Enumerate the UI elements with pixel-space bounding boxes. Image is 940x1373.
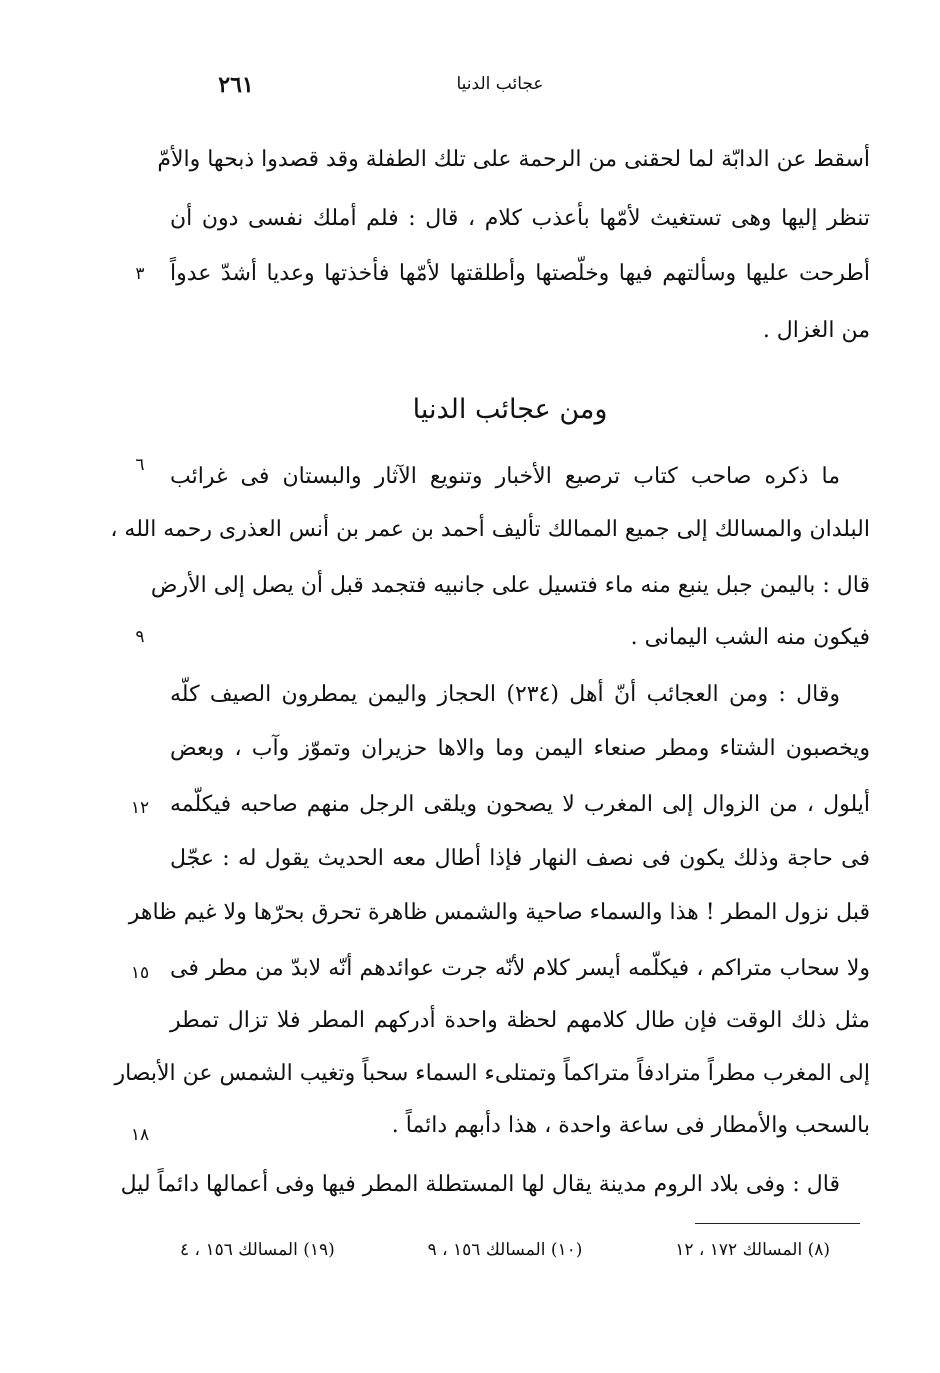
footnote: (٨) المسالك ١٧٢ ، ١٢ [675, 1240, 830, 1260]
footnote: (١٠) المسالك ١٥٦ ، ٩ [427, 1240, 583, 1260]
line-number: ١٥ [130, 963, 150, 983]
footnotes [180, 1240, 830, 1260]
text-line: ما ذكره صاحب كتاب ترصيع الأخبار وتنويع الآثار والبستان فى غرائب [170, 464, 840, 489]
text-line: البلدان والمسالك إلى جميع الممالك تأليف أحمد بن عمر بن أنس العذرى رحمه الله ، [110, 517, 870, 542]
line-number: ١٢ [130, 798, 150, 818]
line-number: ٣ [135, 264, 145, 284]
text-line: قبل نزول المطر ! هذا والسماء صاحية والشمس ظاهرة تحرق بحرّها ولا غيم ظاهر [128, 900, 870, 925]
text-line: وقال : ومن العجائب أنّ أهل (٢٣٤) الحجاز واليمن يمطرون الصيف كلّه [170, 682, 840, 707]
running-header-title: عجائب الدنيا [456, 74, 544, 94]
text-line: من الغزال . [762, 318, 870, 343]
text-line: أيلول ، من الزوال إلى المغرب لا يصحون ويلقى الرجل منهم صاحبه فيكلّمه [170, 792, 870, 817]
text-line: ولا سحاب متراكم ، فيكلّمه أيسر كلام لأنّه جرت عوائدهم أنّه لابدّ من مطر فى [170, 956, 870, 981]
footnote-separator [695, 1223, 860, 1224]
line-number: ٩ [135, 627, 145, 647]
text-line: قال : باليمن جبل ينبع منه ماء فتسيل على جانبيه فتجمد قبل أن يصل إلى الأرض [150, 573, 870, 598]
text-line: بالسحب والأمطار فى ساعة واحدة ، هذا دأبهم دائماً . [391, 1113, 870, 1138]
text-line: أسقط عن الدابّة لما لحقنى من الرحمة على تلك الطفلة وقد قصدوا ذبحها والأمّ [157, 147, 870, 172]
text-line: إلى المغرب مطراً مترادفاً متراكماً وتمتلىء السماء سحباً وتغيب الشمس عن الأبصار [114, 1061, 870, 1086]
page-number: ٢٦١ [218, 72, 254, 98]
text-line: قال : وفى بلاد الروم مدينة يقال لها المستطلة المطر فيها وفى أعمالها دائماً ليل [120, 1172, 840, 1197]
footnote: (١٩) المسالك ١٥٦ ، ٤ [180, 1240, 335, 1260]
text-line: فى حاجة وذلك يكون فى نصف النهار فإذا أطال معه الحديث يقول له : عجّل [170, 846, 870, 871]
line-number: ٦ [135, 455, 145, 475]
text-line: فيكون منه الشب اليمانى . [630, 625, 870, 650]
text-line: ويخصبون الشتاء ومطر صنعاء اليمن وما والاها حزيران وتموّز وآب ، وبعض [170, 736, 870, 761]
line-number: ١٨ [130, 1125, 150, 1145]
section-heading: ومن عجائب الدنيا [412, 394, 608, 425]
text-line: مثل ذلك الوقت فإن طال كلامهم لحظة واحدة أدركهم المطر فلا تزال تمطر [170, 1008, 870, 1033]
text-line: تنظر إليها وهى تستغيث لأمّها بأعذب كلام ، قال : فلم أملك نفسى دون أن [170, 206, 870, 231]
text-line: أطرحت عليها وسألتهم فيها وخلّصتها وأطلقتها لأمّها فأخذتها وعديا أشدّ عدواً [170, 261, 870, 286]
